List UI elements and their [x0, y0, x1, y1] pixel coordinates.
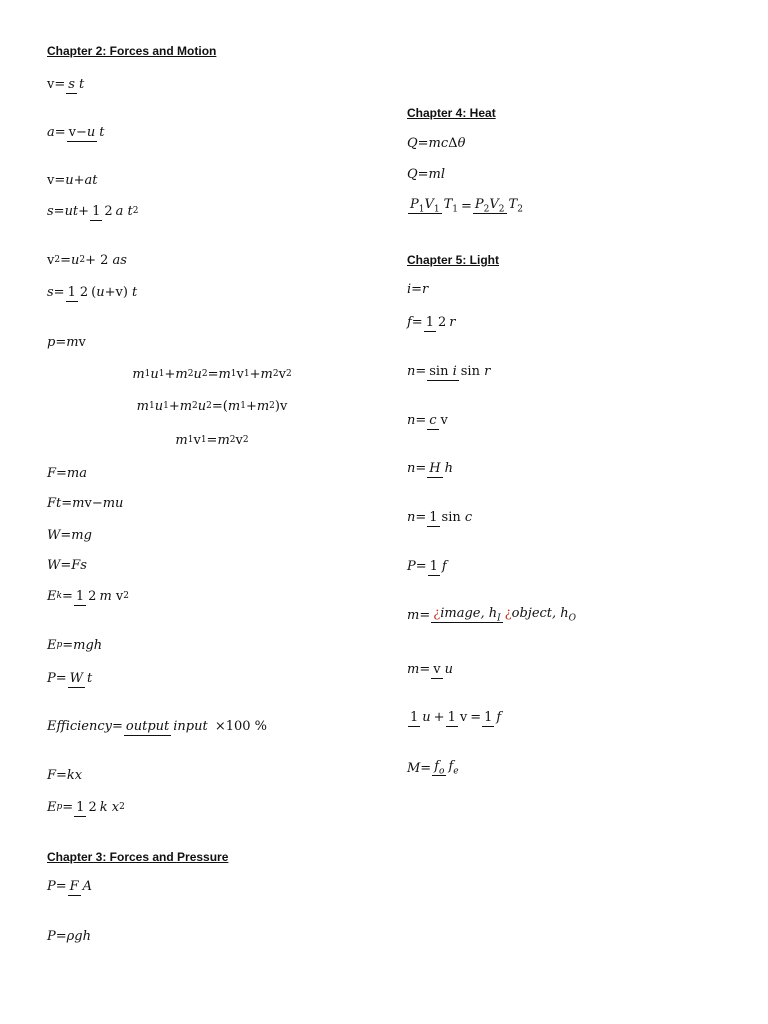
chapter-5-heading: Chapter 5: Light — [407, 253, 499, 267]
formula-focal: f= 1 2 r — [407, 315, 456, 330]
formula-lens: 1 u + 1 v = 1 f — [410, 710, 502, 725]
formula-potential-energy: E p =mgh — [47, 638, 103, 653]
formula-explosion: m 1 v 1 =m 2 v 2 — [175, 433, 249, 448]
formula-force: F=ma — [47, 466, 87, 481]
formula-magnification-distance: m= v u — [407, 662, 453, 677]
formula-efficiency: Efficiency= output input ×100 % — [47, 719, 268, 734]
formula-momentum: p=m v — [47, 335, 86, 350]
formula-motion-4: s= 1 2 ( u+ v ) t — [47, 285, 138, 300]
formula-power: P= W t — [47, 671, 93, 686]
formula-reflection: i=r — [407, 282, 429, 297]
chapter-3-heading: Chapter 3: Forces and Pressure — [47, 850, 229, 864]
formula-critical: n= 1 sin c — [407, 510, 473, 525]
formula-motion-2: s=ut+ 1 2 a t 2 — [47, 204, 139, 219]
formula-elastic-energy: E p = 1 2 k x 2 — [47, 800, 125, 815]
formula-telescope: M= $f_o$ $f_e$ — [407, 759, 459, 777]
formula-lens-power: P= 1 f — [407, 559, 447, 574]
formula-magnification-height: m= ¿image, $h_I$ ¿object, $h_O$ — [407, 606, 577, 624]
formula-gas-law: $P_1V_1$ $T_1$ = $P_2V_2$ $T_2$ — [410, 197, 523, 215]
formula-velocity: v = s t — [47, 77, 85, 92]
formula-heat: Q=mc Δ θ — [407, 136, 466, 151]
formula-hooke: F=kx — [47, 768, 83, 783]
formula-snell: n= sin i sin r — [407, 364, 491, 379]
formula-collision-inelastic: m 1 u 1 +m 2 u 2 = ( m 1 +m 2 ) v — [136, 399, 288, 414]
formula-pressure: P= F A — [47, 879, 93, 894]
chapter-2-heading: Chapter 2: Forces and Motion — [47, 44, 217, 58]
formula-impulse: Ft=m v −mu — [47, 496, 124, 511]
formula-collision-elastic: m 1 u 1 +m 2 u 2 =m 1 v 1 +m 2 v 2 — [132, 367, 292, 382]
formula-liquid-pressure: P=ρgh — [47, 929, 91, 944]
formula-motion-1: v =u+at — [47, 173, 98, 188]
formula-work: W=Fs — [47, 558, 87, 573]
formula-weight: W=mg — [47, 528, 92, 543]
formula-kinetic-energy: E k = 1 2 m v 2 — [47, 589, 129, 604]
formula-depth: n= H h — [407, 461, 453, 476]
formula-acceleration: a= v−u t — [47, 125, 105, 140]
formula-latent-heat: Q=ml — [407, 167, 446, 182]
formula-motion-3: v 2 =u 2 + 2 as — [47, 253, 127, 268]
formula-speed-ratio: n= c v — [407, 413, 448, 428]
chapter-4-heading: Chapter 4: Heat — [407, 106, 496, 120]
